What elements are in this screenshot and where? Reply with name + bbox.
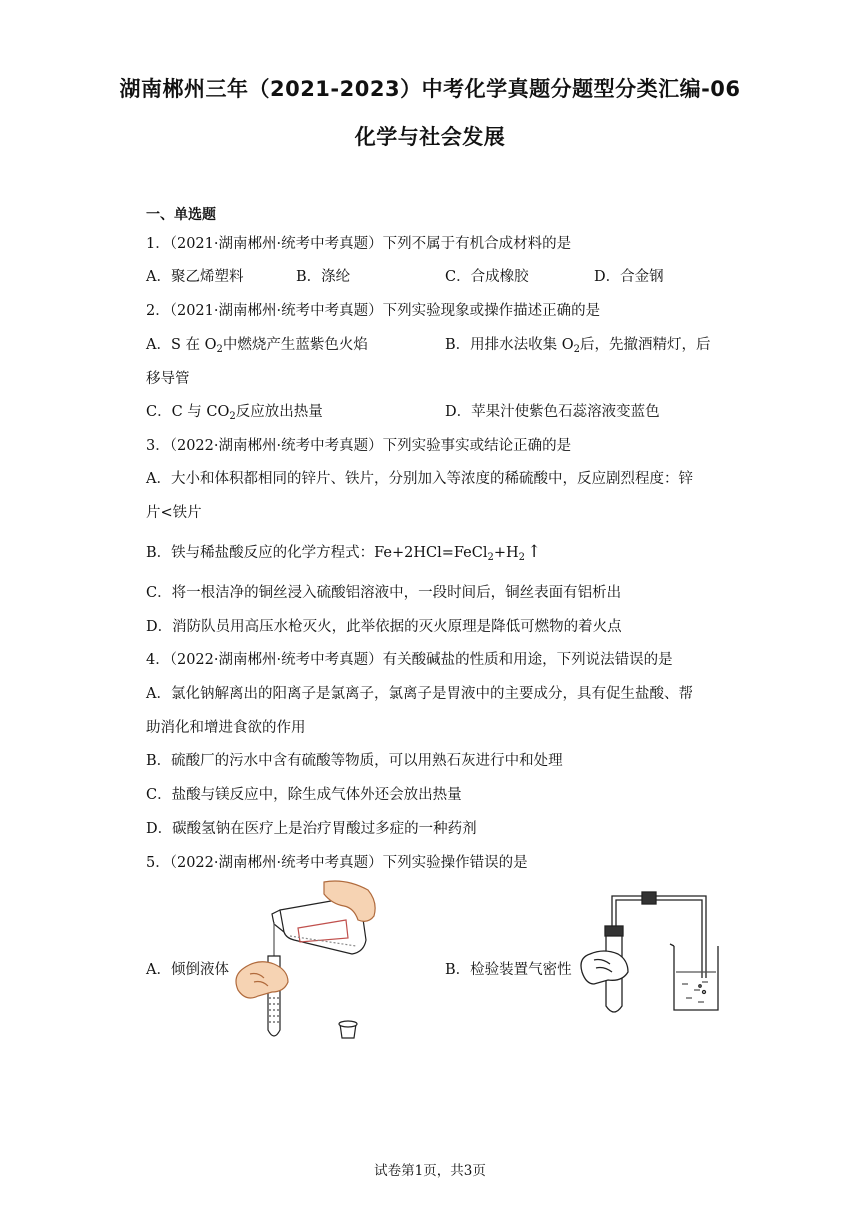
q5-option-b: B．检验装置气密性 <box>445 962 572 978</box>
title-line-1: 湖南郴州三年（2021-2023）中考化学真题分题型分类汇编-06 <box>119 77 741 101</box>
q2-option-c: C．C 与 $CO_2$反应放出热量 <box>146 404 323 422</box>
q2-option-a: A．S 在 $O_2$中燃烧产生蓝紫色火焰 <box>146 337 368 355</box>
page-footer: 试卷第1页，共3页 <box>374 1163 486 1179</box>
airtightness-check-illustration <box>578 888 723 1020</box>
q3-option-c: C．将一根洁净的铜丝浸入硫酸铝溶液中，一段时间后，铜丝表面有铝析出 <box>146 585 622 601</box>
q3-stem: 3．（2022·湖南郴州·统考中考真题）下列实验事实或结论正确的是 <box>146 438 572 454</box>
q4-option-a-line1: A．氯化钠解离出的阳离子是氯离子，氯离子是胃液中的主要成分，具有促生盐酸、帮 <box>146 686 693 702</box>
q2-option-b-continued: 移导管 <box>146 371 190 387</box>
q3-option-d: D．消防队员用高压水枪灭火，此举依据的灭火原理是降低可燃物的着火点 <box>146 619 622 635</box>
q1-option-a: A．聚乙烯塑料 <box>146 269 244 285</box>
q4-option-a-line2: 助消化和增进食欲的作用 <box>146 720 306 736</box>
q5-option-a: A．倾倒液体 <box>146 962 229 978</box>
q2-option-d: D．苹果汁使紫色石蕊溶液变蓝色 <box>445 404 660 420</box>
section-heading: 一、单选题 <box>146 207 216 223</box>
q2-option-b: B．用排水法收集 $O_2$后，先撤酒精灯，后 <box>445 337 711 355</box>
q4-option-c: C．盐酸与镁反应中，除生成气体外还会放出热量 <box>146 787 462 803</box>
q3-option-a-line2: 片<铁片 <box>146 505 202 521</box>
q2-stem: 2．（2021·湖南郴州·统考中考真题）下列实验现象或操作描述正确的是 <box>146 303 601 319</box>
q3-option-b: B．铁与稀盐酸反应的化学方程式：$Fe+2HCl=FeCl_2+H_2$ ↑ <box>146 542 542 563</box>
title-line-2: 化学与社会发展 <box>354 125 506 149</box>
q4-option-b: B．硫酸厂的污水中含有硫酸等物质，可以用熟石灰进行中和处理 <box>146 753 563 769</box>
pouring-liquid-illustration <box>228 880 388 1050</box>
q1-option-c: C．合成橡胶 <box>445 269 529 285</box>
q3-option-a-line1: A．大小和体积都相同的锌片、铁片，分别加入等浓度的稀硫酸中，反应剧烈程度：锌 <box>146 471 693 487</box>
q1-stem: 1．（2021·湖南郴州·统考中考真题）下列不属于有机合成材料的是 <box>146 236 572 252</box>
q4-option-d: D．碳酸氢钠在医疗上是治疗胃酸过多症的一种药剂 <box>146 821 477 837</box>
q1-option-b: B．涤纶 <box>296 269 351 285</box>
q1-option-d: D．合金钢 <box>594 269 664 285</box>
q5-stem: 5．（2022·湖南郴州·统考中考真题）下列实验操作错误的是 <box>146 855 528 871</box>
q4-stem: 4．（2022·湖南郴州·统考中考真题）有关酸碱盐的性质和用途，下列说法错误的是 <box>146 652 673 668</box>
